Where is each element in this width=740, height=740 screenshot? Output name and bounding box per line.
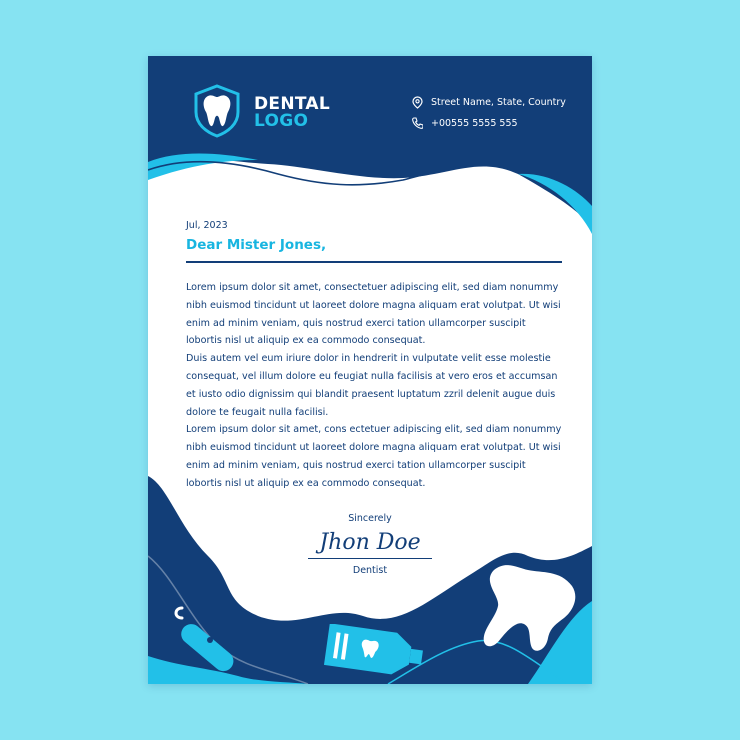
signature-line: [308, 558, 432, 559]
phone-text: +00555 5555 555: [431, 117, 518, 129]
address-text: Street Name, State, Country: [431, 97, 566, 108]
closing: Sincerely: [348, 513, 392, 524]
location-pin-icon: [412, 96, 423, 109]
divider: [186, 261, 562, 263]
paragraph: Lorem ipsum dolor sit amet, cons ectetuer adipiscing elit, sed diam nonummy nibh euismod tincidunt ut laoreet dolore magna aliquam erat volutpat. Ut wisi enim ad minim veniam, quis nostrud exerci tation ullamcorper suscipit lobortis nisl ut aliquip ex ea commodo consequat.: [186, 424, 562, 489]
letter-greeting: Dear Mister Jones,: [186, 237, 327, 253]
contact-address: [412, 96, 566, 109]
letter-body: [186, 279, 562, 493]
signature: Jhon Doe: [319, 530, 421, 555]
tooth-logo-icon: [192, 84, 242, 138]
toothpaste-icon: [320, 624, 432, 684]
contact-phone: [412, 117, 518, 129]
paragraph: Lorem ipsum dolor sit amet, consectetuer adipiscing elit, sed diam nonummy nibh euismod tincidunt ut laoreet dolore magna aliquam erat volutpat. Ut wisi enim ad minim veniam, quis nostrud exerci tation ullamcorper suscipit lobortis nisl ut aliquip ex ea commodo consequat.: [186, 282, 561, 347]
letter-date: Jul, 2023: [186, 220, 228, 231]
tooth-icon: [476, 556, 586, 656]
phone-icon: [412, 117, 423, 129]
brand-line-1: DENTAL: [254, 94, 331, 114]
brand-name: [254, 96, 330, 130]
brand-line-2: LOGO: [254, 111, 309, 131]
letterhead-sheet: [148, 56, 592, 684]
signer-role: Dentist: [352, 565, 388, 576]
toothbrush-icon: [170, 602, 260, 682]
paragraph: Duis autem vel eum iriure dolor in hendrerit in vulputate velit esse molestie consequat, vel illum dolore eu feugiat nulla facilisis at vero eros et accumsan et iusto odio dignissim qui blandit praesent luptatum zzril delenit augue duis dolore te feugait nulla facilisi.: [186, 353, 558, 418]
